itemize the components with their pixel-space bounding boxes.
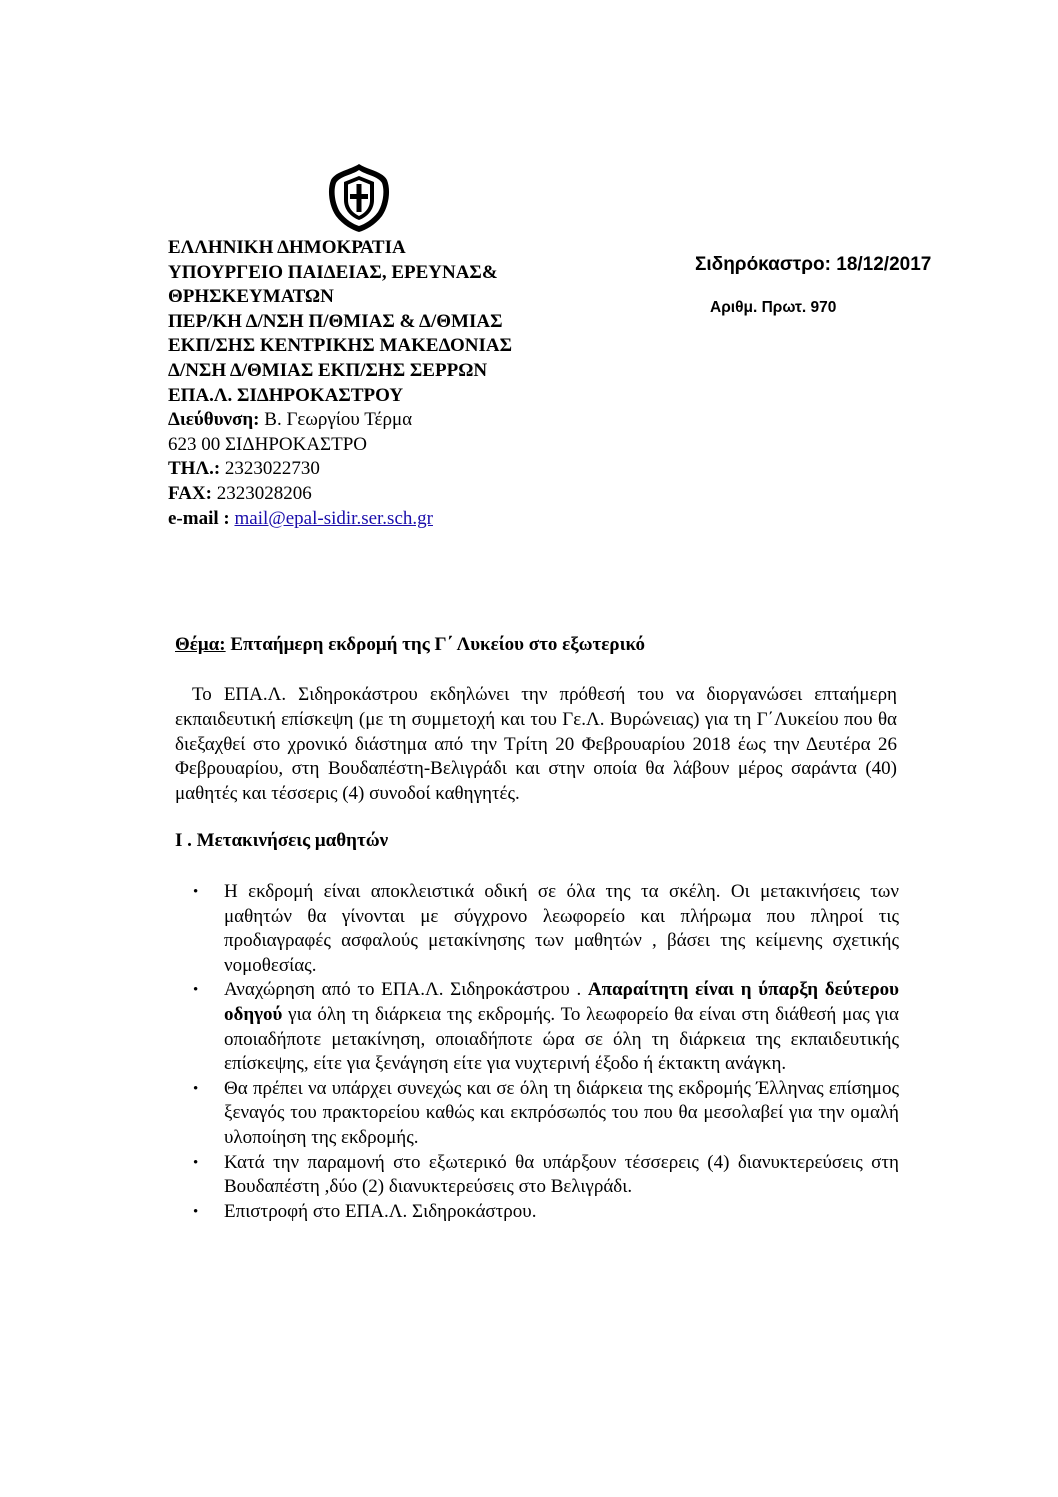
bullet-icon: •: [193, 884, 199, 900]
header-line: ΕΚΠ/ΣΗΣ ΚΕΝΤΡΙΚΗΣ ΜΑΚΕΔΟΝΙΑΣ: [168, 335, 513, 357]
address-label: Διεύθυνση:: [168, 409, 260, 431]
header-line: ΥΠΟΥΡΓΕΙΟ ΠΑΙΔΕΙΑΣ, ΕΡΕΥΝΑΣ&: [168, 261, 498, 283]
address-line: [168, 408, 628, 433]
phone-line: [168, 457, 628, 482]
list-item-text: Η εκδρομή είναι αποκλειστικά οδική σε όλα της τα σκέλη. Οι μετακινήσεις των μαθητών θα γίνονται με σύγχρονο λεωφορείο και πλήρωμα που πληροί τις προδιαγραφές ασφαλούς μετακίνησης των μαθητών , βάσει της κείμενης σχετικής νομοθεσίας.: [224, 881, 899, 976]
list-item: [190, 1077, 899, 1151]
phone-value: 2323022730: [220, 458, 320, 480]
header-line: ΕΠΑ.Λ. ΣΙΔΗΡΟΚΑΣΤΡΟΥ: [168, 384, 404, 406]
list-item-bold-text: Απαραίτητη είναι η ύπαρξη δεύτερου οδηγού: [224, 979, 900, 1025]
phone-label: ΤΗΛ.:: [168, 458, 221, 480]
address-value: Β. Γεωργίου Τέρμα: [259, 409, 413, 431]
intro-paragraph: [175, 683, 897, 807]
list-item-text: Αναχώρηση από το ΕΠΑ.Λ. Σιδηροκάστρου .: [224, 979, 588, 1001]
transport-bullet-list: [190, 880, 899, 1224]
subject-label: Θέμα:: [175, 634, 226, 655]
bullet-icon: •: [193, 1203, 199, 1220]
list-item-text: Επιστροφή στο ΕΠΑ.Λ. Σιδηροκάστρου.: [224, 1200, 537, 1222]
bullet-icon: •: [193, 1154, 199, 1171]
list-item-text: Θα πρέπει να υπάρχει συνεχώς και σε όλη τη διάρκεια της εκδρομής Έλληνας επίσημος ξεναγός του πρακτορείου καθώς και εκπρόσωπός του που θα μεσολαβεί για την ομαλή υλοποίηση της εκδρομής.: [224, 1077, 899, 1148]
fax-line: [168, 482, 628, 507]
email-label: e-mail :: [168, 507, 230, 529]
document-date: Σιδηρόκαστρο: 18/12/2017: [695, 254, 932, 275]
bullet-icon: •: [193, 982, 199, 999]
protocol-number: Αριθμ. Πρωτ. 970: [710, 299, 837, 316]
list-item: [190, 1200, 899, 1225]
subject-text: Επταήμερη εκδρομή της Γ΄ Λυκείου στο εξωτερικό: [225, 634, 645, 655]
postal-line: 623 00 ΣΙΔΗΡΟΚΑΣΤΡΟ: [168, 433, 368, 455]
section-title: Ι . Μετακινήσεις μαθητών: [175, 830, 389, 851]
header-line: ΕΛΛΗΝΙΚΗ ΔΗΜΟΚΡΑΤΙΑ: [168, 237, 406, 258]
list-item: [190, 880, 899, 978]
header-line: Δ/ΝΣΗ Δ/ΘΜΙΑΣ ΕΚΠ/ΣΗΣ ΣΕΡΡΩΝ: [168, 359, 488, 381]
bullet-icon: •: [193, 1080, 199, 1097]
email-link[interactable]: mail@epal-sidir.ser.sch.gr: [234, 507, 433, 529]
fax-label: FAX:: [168, 482, 212, 504]
email-line: [168, 507, 628, 532]
fax-value: 2323028206: [211, 482, 312, 504]
header-line: ΠΕΡ/ΚΗ Δ/ΝΣΗ Π/ΘΜΙΑΣ & Δ/ΘΜΙΑΣ: [168, 310, 503, 332]
subject-line: [175, 634, 645, 656]
list-item-text: Κατά την παραμονή στο εξωτερικό θα υπάρξουν τέσσερεις (4) διανυκτερεύσεις στη Βουδαπέστη ,δύο (2) διανυκτερεύσεις στο Βελιγράδι.: [224, 1151, 899, 1198]
list-item: [190, 978, 899, 1076]
header-line: ΘΡΗΣΚΕΥΜΑΤΩΝ: [168, 286, 334, 308]
issuer-header: [168, 236, 628, 531]
list-item: [190, 1151, 899, 1200]
greek-state-emblem-icon: [322, 160, 396, 234]
intro-paragraph-text: Το ΕΠΑ.Λ. Σιδηροκάστρου εκδηλώνει την πρόθεσή του να διοργανώσει επταήμερη εκπαιδευτική επίσκεψη (με τη συμμετοχή και του Γε.Λ. Βυρώνειας) για τη Γ΄Λυκείου που θα διεξαχθεί στο χρονικό διάστημα από την Τρίτη 20 Φεβρουαρίου 2018 έως την Δευτέρα 26 Φεβρουαρίου, στη Βουδαπέστη-Βελιγράδι και στην οποία θα λάβουν μέρος σαράντα (40) μαθητές και τέσσερις (4) συνοδοί καθηγητές.: [175, 684, 897, 805]
list-item-text: για όλη τη διάρκεια της εκδρομής. Το λεωφορείο θα είναι στη διάθεσή μας για οποιαδήποτε μετακίνηση, οποιαδήποτε ώρα σε όλη τη διάρκεια της εκπαιδευτικής επίσκεψης, είτε για ξενάγηση είτε για νυχτερινή έξοδο ή έκτακτη ανάγκη.: [224, 1003, 899, 1075]
